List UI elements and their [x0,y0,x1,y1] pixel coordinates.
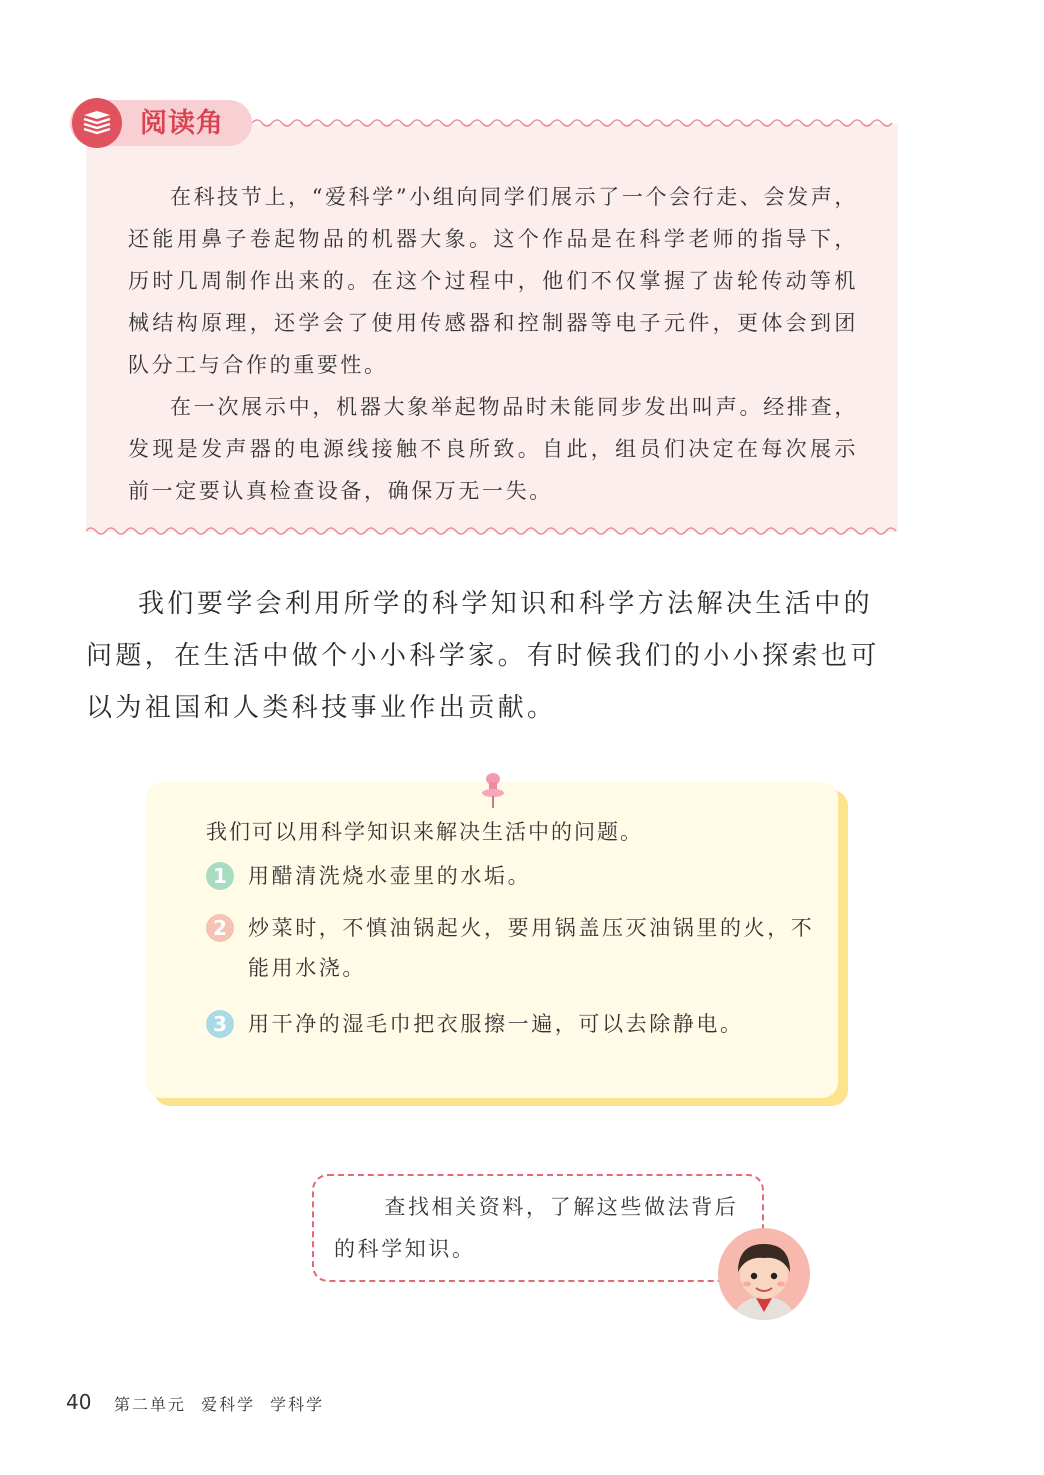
note-item-text: 用干净的湿毛巾把衣服擦一遍，可以去除静电。 [248,1012,744,1036]
reading-corner-title: 阅读角 [140,108,224,139]
student-avatar [716,1228,812,1322]
unit-label: 第二单元 爱科学 学科学 [114,1395,325,1414]
number-badge-2: 2 [206,914,234,942]
note-intro: 我们可以用科学知识来解决生活中的问题。 [206,820,643,844]
pushpin-icon [478,770,508,810]
reading-corner-bottom-wave [86,524,898,538]
reading-corner-top-wave [252,116,898,130]
number-badge-3: 3 [206,1010,234,1038]
reading-corner-text [128,176,858,512]
main-paragraph: 我们要学会利用所学的科学知识和科学方法解决生活中的问题，在生活中做个小小科学家。有时候我们的小小探索也可以为祖国和人类科技事业作出贡献。 [86,589,880,723]
note-item-text: 炒菜时，不慎油锅起火，要用锅盖压灭油锅里的火，不能用水浇。 [248,916,815,980]
note-item-1 [206,856,816,896]
reading-paragraph-2: 在一次展示中，机器大象举起物品时未能同步发出叫声。经排查，发现是发声器的电源线接触不良所致。自此，组员们决定在每次展示前一定要认真检查设备，确保万无一失。 [128,395,858,503]
note-item-text: 用醋清洗烧水壶里的水垢。 [248,864,532,888]
page-number: 40 [66,1390,92,1414]
note-item-3 [206,1004,816,1044]
note-item-2 [206,908,816,988]
speech-text: 查找相关资料，了解这些做法背后的科学知识。 [334,1195,739,1261]
number-badge-1: 1 [206,862,234,890]
books-icon [72,98,122,148]
reading-paragraph-1: 在科技节上，“爱科学”小组向同学们展示了一个会行走、会发声，还能用鼻子卷起物品的机器大象。这个作品是在科学老师的指导下，历时几周制作出来的。在这个过程中，他们不仅掌握了齿轮传动等机械结构原理，还学会了使用传感器和控制器等电子元件，更体会到团队分工与合作的重要性。 [128,185,858,377]
